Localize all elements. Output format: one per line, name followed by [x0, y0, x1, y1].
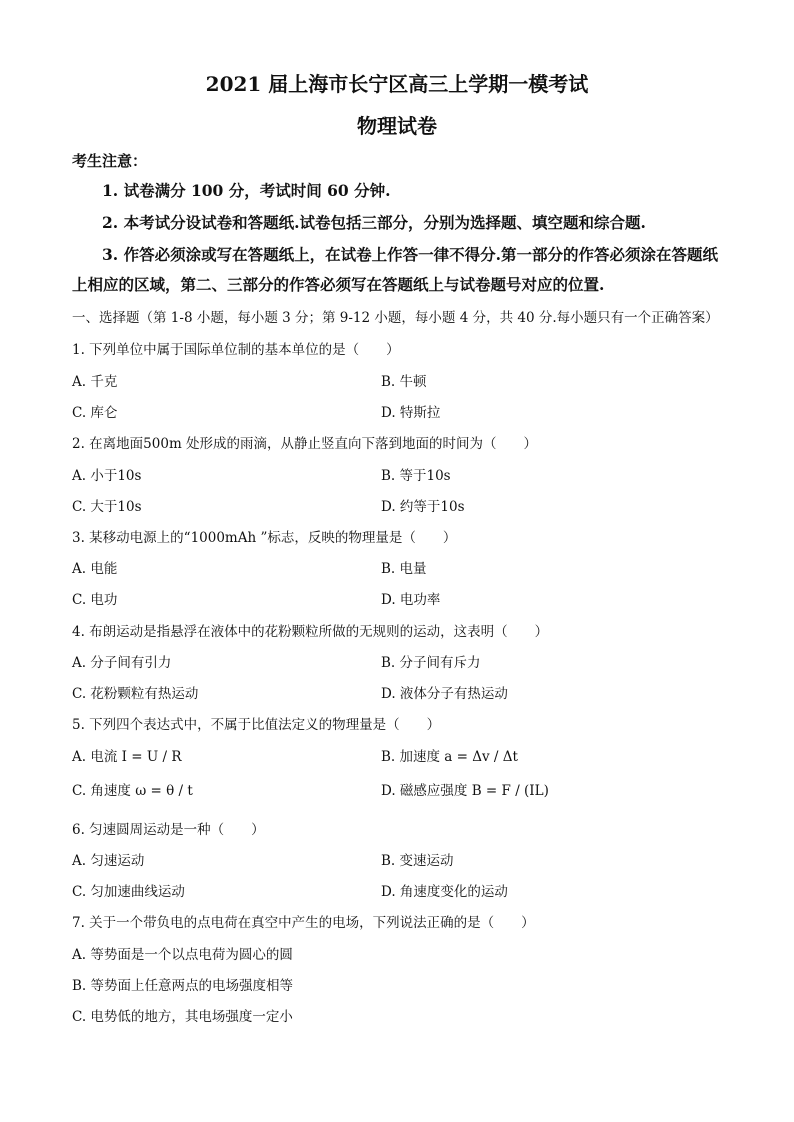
question-stem: 2. 在离地面500m 处形成的雨滴，从静止竖直向下落到地面的时间为（ ）	[72, 436, 538, 452]
exam-title: 2021 届上海市长宁区高三上学期一模考试	[205, 72, 589, 96]
notice-heading: 考生注意：	[72, 152, 148, 170]
option-d: D. 磁感应强度 B = F / (IL)	[381, 783, 549, 799]
option-a: A. 电能	[72, 561, 118, 577]
option-d: D. 特斯拉	[381, 405, 441, 421]
option-c: C. 匀加速曲线运动	[72, 884, 185, 900]
option-c: C. 花粉颗粒有热运动	[72, 686, 199, 702]
option-b: B. 牛顿	[381, 374, 427, 390]
option-a: A. 分子间有引力	[72, 655, 172, 671]
option-b: B. 等于10s	[381, 468, 451, 484]
notice-item: 3. 作答必须涂或写在答题纸上，在试卷上作答一律不得分.第一部分的作答必须涂在答题纸上相应的区域，第二、三部分的作答必须写在答题纸上与试卷题号对应的位置.	[72, 245, 718, 294]
option-b: B. 变速运动	[381, 853, 454, 869]
option-b: B. 分子间有斥力	[381, 655, 481, 671]
option-c: C. 库仑	[72, 405, 118, 421]
option-d: D. 液体分子有热运动	[381, 686, 508, 702]
notice-item: 1. 试卷满分 100 分，考试时间 60 分钟.	[102, 181, 391, 200]
notice-item: 2. 本考试分设试卷和答题纸.试卷包括三部分，分别为选择题、填空题和综合题.	[102, 213, 646, 232]
option-d: D. 角速度变化的运动	[381, 884, 508, 900]
question-stem: 5. 下列四个表达式中，不属于比值法定义的物理量是（ ）	[72, 717, 441, 733]
option-c: C. 电功	[72, 592, 118, 608]
option-a: A. 匀速运动	[72, 853, 145, 869]
option-a: A. 千克	[72, 374, 118, 390]
exam-subtitle: 物理试卷	[357, 114, 437, 138]
option-d: D. 电功率	[381, 592, 441, 608]
option-c: C. 电势低的地方，其电场强度一定小	[72, 1009, 293, 1025]
option-c: C. 角速度 ω = θ / t	[72, 783, 193, 799]
option-a: A. 等势面是一个以点电荷为圆心的圆	[72, 947, 293, 963]
question-stem: 7. 关于一个带负电的点电荷在真空中产生的电场，下列说法正确的是（ ）	[72, 915, 535, 931]
option-a: A. 电流 I = U / R	[72, 749, 182, 765]
option-b: B. 加速度 a = Δv / Δt	[381, 749, 518, 765]
option-b: B. 等势面上任意两点的电场强度相等	[72, 978, 294, 994]
option-b: B. 电量	[381, 561, 427, 577]
option-c: C. 大于10s	[72, 499, 142, 515]
section-heading: 一、选择题（第 1-8 小题，每小题 3 分；第 9-12 小题，每小题 4 分，共 40 分.每小题只有一个正确答案）	[72, 310, 719, 326]
option-a: A. 小于10s	[72, 468, 142, 484]
question-stem: 4. 布朗运动是指悬浮在液体中的花粉颗粒所做的无规则的运动，这表明（ ）	[72, 624, 549, 640]
question-stem: 6. 匀速圆周运动是一种（ ）	[72, 822, 265, 838]
question-stem: 1. 下列单位中属于国际单位制的基本单位的是（ ）	[72, 342, 400, 358]
question-stem: 3. 某移动电源上的“1000mAh ”标志，反映的物理量是（ ）	[72, 530, 457, 546]
option-d: D. 约等于10s	[381, 499, 465, 515]
